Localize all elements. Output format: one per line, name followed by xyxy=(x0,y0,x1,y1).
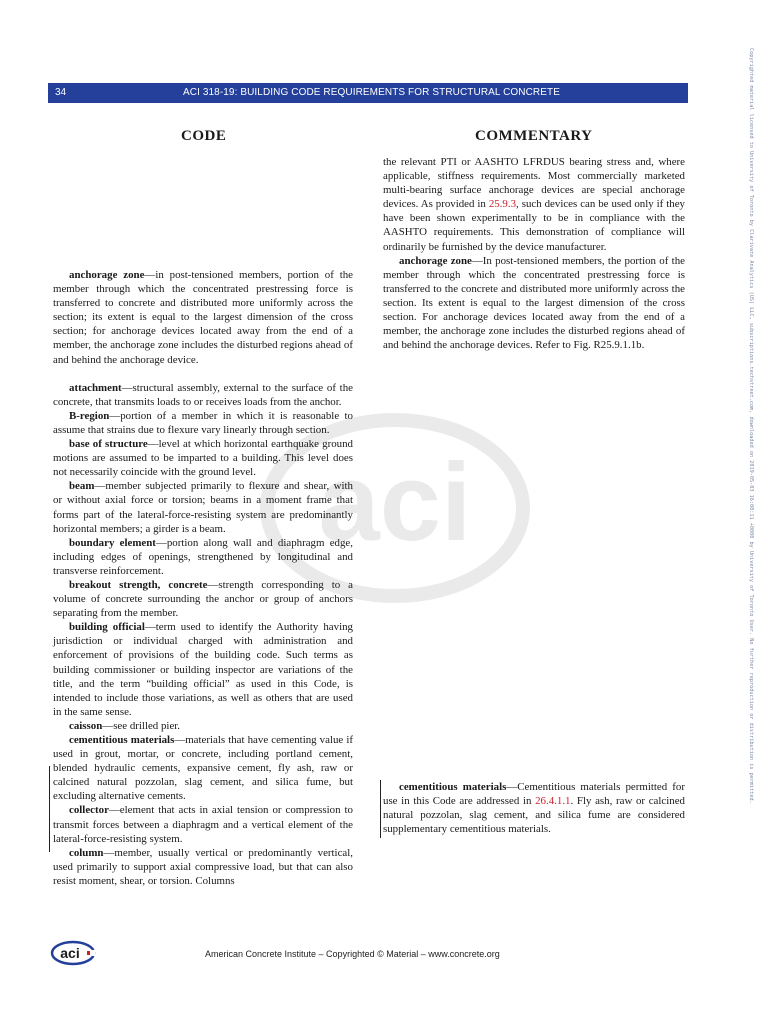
defined-term: anchorage zone xyxy=(69,269,145,281)
defined-term: collector xyxy=(69,804,109,817)
defined-term: anchorage zone xyxy=(399,254,472,267)
definition-column: column—member, usually vertical or predominantly vertical, used primarily to support axial compressive load, but that can also resist moment, shear, or torsion. Columns xyxy=(53,846,353,887)
commentary-column xyxy=(383,155,685,352)
defined-term: building official xyxy=(69,621,145,634)
definition-beam: beam—member subjected primarily to flexure and shear, with or without axial force or torsion; beams in a moment frame that forms part of the lateral-force-resisting system are predominantly horizontal members; a girder is a beam. xyxy=(53,480,353,535)
definition-boundary-element: boundary element—portion along wall and diaphragm edge, including edges of openings, strengthened by longitudinal and transverse reinforcement. xyxy=(53,536,353,577)
change-bar xyxy=(49,766,50,852)
defined-term: B-region xyxy=(69,409,110,422)
watermark-text: aci xyxy=(318,441,472,564)
definition-building-official: building official—term used to identify the Authority having jurisdiction or individual charged with administration and enforcement of provisions of the building code. Such terms as building commissioner or building inspector are variations of the title, and the term “building official” as used in this Code, is intended to include those variations, as well as others that are used in the same sense. xyxy=(53,621,354,718)
aci-logo xyxy=(50,940,96,966)
defined-term: attachment xyxy=(69,381,122,394)
logo-text: aci xyxy=(60,945,80,961)
definition-base-of-structure: base of structure—level at which horizontal earthquake ground motions are assumed to be imparted to a building. This level does not necessarily coincide with the ground level. xyxy=(53,438,353,479)
commentary-anchorage-zone: anchorage zone—In post-tensioned members, the portion of the member through which the concentrated prestressing force is transferred to the concrete and distributed more uniformly across the section. Its extent is equal to the largest dimension of the cross section. For anchorage devices located away from the end of a member, the anchorage zone includes the disturbed regions ahead of and behind the anchorage devices. Refer to Fig. R25.9.1.1b. xyxy=(383,254,685,352)
defined-term: breakout strength, concrete xyxy=(69,578,208,591)
page-number: 34 xyxy=(55,87,67,98)
defined-term: boundary element xyxy=(69,536,156,549)
definition-cementitious-materials: cementitious materials—materials that have cementing value if used in grout, mortar, or concrete, including portland cement, blended hydraulic cements, expansive cement, fly ash, raw or calcined natural pozzolan, slag cement, and silica fume, but excluding alternative cements. xyxy=(53,734,354,803)
code-column-heading: CODE xyxy=(181,128,227,144)
section-reference-link[interactable]: 26.4.1.1 xyxy=(535,795,571,808)
commentary-column-heading: COMMENTARY xyxy=(475,128,593,144)
defined-term: base of structure xyxy=(69,438,148,451)
commentary-paragraph: the relevant PTI or AASHTO LFRDUS bearing stress and, where applicable, stiffness requirements. Most commercially marketed multi-bearing surface anchorage devices are special anchorage devices. As provided in 25.9.3, such devices can be used only if they have been shown experimentally to be in compliance with the AASHTO requirements. This demonstration of compliance will ordinarily be furnished by the device manufacturer. xyxy=(383,156,685,253)
running-title: ACI 318-19: BUILDING CODE REQUIREMENTS FOR STRUCTURAL CONCRETE xyxy=(183,87,560,98)
section-reference-link[interactable]: 25.9.3 xyxy=(488,198,517,211)
definition-collector: collector—element that acts in axial tension or compression to transmit forces between a diaphragm and a vertical element of the lateral-force-resisting system. xyxy=(53,804,353,845)
definition-caisson: caisson—see drilled pier. xyxy=(69,719,181,732)
defined-term: caisson xyxy=(69,719,103,732)
defined-term: cementitious materials xyxy=(399,781,507,793)
commentary-cementitious: cementitious materials—Cementitious materials permitted for use in this Code are addressed in 26.4.1.1. Fly ash, raw or calcined natural pozzolan, slag cement, and silica fume are considered supplementary cementitious materials. xyxy=(383,781,685,836)
definition-b-region: B-region—portion of a member in which it is reasonable to assume that strains due to flexure vary linearly through section. xyxy=(53,409,353,436)
definition-attachment: attachment—structural assembly, external to the surface of the concrete, that transmits loads to or receives loads from the anchor. xyxy=(53,381,353,408)
running-header xyxy=(48,83,688,103)
defined-term: column xyxy=(69,846,104,859)
defined-term: beam xyxy=(69,480,95,493)
commentary-column-lower xyxy=(383,780,685,836)
code-column xyxy=(53,268,353,888)
definition-breakout-strength: breakout strength, concrete—strength corresponding to a volume of concrete surrounding the anchor or group of anchors separating from the member. xyxy=(53,578,353,620)
page-footer: American Concrete Institute – Copyrighted © Material – www.concrete.org xyxy=(205,949,500,959)
defined-term: cementitious materials xyxy=(69,734,175,746)
change-bar xyxy=(380,780,381,838)
definition-anchorage-zone: anchorage zone—in post-tensioned members, portion of the member through which the concentrated prestressing force is transferred to concrete and distributed more uniformly across the section; its extent is equal to the largest dimension of the cross section; for anchorage devices located away from the end of a member, the anchorage zone includes the disturbed regions ahead of and behind the anchorage device. xyxy=(53,269,353,366)
copyright-side-note: Copyrighted material licensed to University of Toronto by Clarivate Analytics (US) LLC, subscriptions.techstreet.com, downloaded on 2019-05-03 16:08:11 +0000 by University of Toronto User. No further reproduction or distribution is permitted. xyxy=(748,48,754,804)
